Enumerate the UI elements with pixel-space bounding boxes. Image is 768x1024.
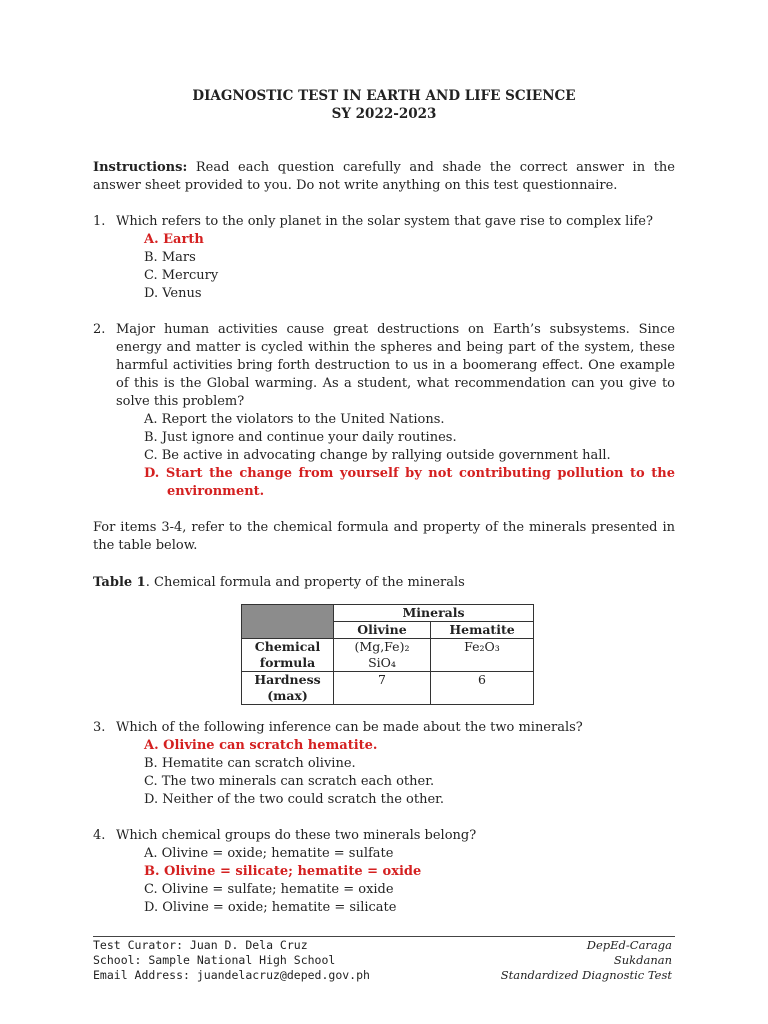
table-row [242, 672, 534, 705]
olivine-cell: 7 [334, 672, 431, 705]
school-year: SY 2022-2023 [331, 106, 437, 122]
instructions-label: Instructions: [93, 160, 188, 175]
option-c: C. The two minerals can scratch each other. [144, 774, 435, 789]
footer-left [93, 938, 370, 983]
hematite-cell: 6 [431, 672, 534, 705]
option-d: D. Olivine = oxide; hematite = silicate [144, 900, 397, 915]
footer-school: School: Sample National High School [93, 953, 336, 967]
footer-curator: Test Curator: Juan D. Dela Cruz [93, 938, 308, 952]
question-text: Which chemical groups do these two minerals belong? [116, 828, 477, 843]
table-caption [93, 574, 465, 592]
option-a: A. Olivine can scratch hematite. [144, 738, 378, 753]
footer-email: Email Address: juandelacruz@deped.gov.ph [93, 968, 370, 982]
row-label-line: Chemical [254, 639, 321, 654]
table-caption-label: Table 1 [93, 575, 146, 590]
minerals-table [241, 604, 534, 705]
option-d: D. Start the change from yourself by not contributing pollution to the environment. [144, 466, 675, 499]
options-list [144, 737, 675, 809]
question-number: 3. [93, 720, 106, 735]
row-label-line: Hardness [254, 672, 321, 687]
question-number: 4. [93, 828, 106, 843]
options-list [144, 845, 675, 917]
document-title: DIAGNOSTIC TEST IN EARTH AND LIFE SCIENCE [192, 88, 576, 104]
option-b: B. Mars [144, 250, 196, 265]
cell-line: (Mg,Fe)₂ [354, 639, 410, 654]
footer-test-name: Standardized Diagnostic Test [500, 968, 672, 982]
table-row [242, 639, 534, 672]
instructions-text: Read each question carefully and shade the correct answer in the answer sheet provided to you. Do not write anything on this test questionnaire. [93, 160, 675, 193]
row-label [242, 639, 334, 672]
option-d: D. Neither of the two could scratch the other. [144, 792, 445, 807]
cell-line: SiO₄ [368, 655, 396, 670]
column-header-olivine: Olivine [334, 622, 431, 639]
olivine-cell [334, 639, 431, 672]
footer-divider [93, 936, 675, 937]
option-d: D. Venus [144, 286, 202, 301]
row-label-line: (max) [267, 688, 308, 703]
row-label [242, 672, 334, 705]
option-c: C. Olivine = sulfate; hematite = oxide [144, 882, 394, 897]
question-1 [93, 213, 675, 303]
option-b: B. Olivine = silicate; hematite = oxide [144, 864, 422, 879]
footer-sukdanan: Sukdanan [613, 953, 672, 967]
option-c: C. Mercury [144, 268, 219, 283]
option-a: A. Olivine = oxide; hematite = sulfate [144, 846, 394, 861]
option-b: B. Just ignore and continue your daily routines. [144, 430, 457, 445]
question-number: 1. [93, 214, 106, 229]
row-label-line: formula [259, 655, 316, 670]
question-2 [93, 321, 675, 501]
hematite-cell: Fe₂O₃ [431, 639, 534, 672]
footer-right [501, 938, 672, 983]
question-text: Major human activities cause great destructions on Earth’s subsystems. Since energy and matter is cycled within the spheres and being part of the system, these harmful activities bring forth destruction to us in a boomerang effect. One example of this is the Global warming. As a student, what recommendation can you give to solve this problem? [116, 322, 675, 409]
footer-division: DepEd-Caraga [586, 938, 672, 952]
instructions [93, 159, 675, 195]
column-header-hematite: Hematite [431, 622, 534, 639]
option-b: B. Hematite can scratch olivine. [144, 756, 356, 771]
question-number: 2. [93, 322, 106, 337]
table-caption-text: . Chemical formula and property of the minerals [145, 575, 465, 590]
question-text: Which of the following inference can be made about the two minerals? [116, 720, 583, 735]
option-a: A. Earth [144, 232, 204, 247]
option-c: C. Be active in advocating change by rallying outside government hall. [144, 448, 611, 463]
options-list [144, 411, 675, 501]
options-list [144, 231, 675, 303]
table-corner-cell [242, 605, 334, 639]
question-3 [93, 719, 675, 809]
question-text: Which refers to the only planet in the solar system that gave rise to complex life? [116, 214, 653, 229]
items-note: For items 3-4, refer to the chemical formula and property of the minerals presented in the table below. [93, 520, 675, 553]
question-4 [93, 827, 675, 917]
option-a: A. Report the violators to the United Nations. [144, 412, 445, 427]
table-group-header: Minerals [334, 605, 534, 622]
